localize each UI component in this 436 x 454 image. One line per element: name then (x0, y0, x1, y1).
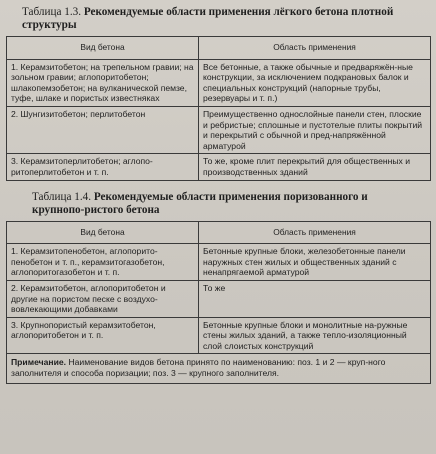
cell-type: 1. Керамзитопенобетон, аглопорито-пенобетон и т. п., керамзитогазобетон, аглопоритогазобетон и т. п. (7, 244, 199, 281)
table-1-3 (6, 36, 431, 181)
cell-area: Все бетонные, а также обычные и предваряжён-ные конструкции, за исключением подкрановых балок и специальных конструкций (напорные трубы, резервуары и т. п.) (199, 59, 431, 106)
table-row (7, 317, 431, 354)
column-header-area: Область применения (199, 37, 431, 60)
column-header-type: Вид бетона (7, 37, 199, 60)
table-header-row (7, 37, 431, 60)
table-1-3-title: Рекомендуемые области применения лёгкого бетона плотной структуры (22, 6, 394, 31)
note-label: Примечание. (11, 357, 67, 368)
note-text: Наименование видов бетона принято по наименованию: поз. 1 и 2 — круп-ного заполнителя и способа поризации; поз. 3 — крупного заполнителя. (11, 357, 386, 379)
table-1-4-title: Рекомендуемые области применения поризованного и крупнопо-ристого бетона (32, 190, 368, 216)
table-row (7, 106, 431, 153)
table-1-3-number: Таблица 1.3. (22, 6, 82, 18)
column-header-type: Вид бетона (7, 221, 199, 244)
table-header-row (7, 221, 431, 244)
table-row (7, 280, 431, 317)
table-1-3-caption (22, 6, 430, 32)
cell-area: То же, кроме плит перекрытий для общественных и производственных зданий (199, 154, 431, 180)
cell-area: Бетонные крупные блоки и монолитные на-ружные стены жилых зданий, а также тепло-изоляционный слой слоистых конструкций (199, 317, 431, 354)
cell-type: 3. Крупнопористый керамзитобетон, аглопоритобетон и т. п. (7, 317, 199, 354)
table-1-4-caption (32, 191, 430, 217)
column-header-area: Область применения (199, 221, 431, 244)
cell-area: То же (199, 280, 431, 317)
table-row (7, 59, 431, 106)
cell-area: Преимущественно однослойные панели стен, плоские и ребристые; сплошные и пустотелые плиты покрытий и перекрытий с обычной и пред-напряжённой арматурой (199, 106, 431, 153)
table-note (7, 354, 431, 383)
cell-type: 2. Керамзитобетон, аглопоритобетон и другие на пористом песке с воздухо-вовлекающими добавками (7, 280, 199, 317)
cell-type: 2. Шунгизитобетон; перлитобетон (7, 106, 199, 153)
cell-type: 1. Керамзитобетон; на трепельном гравии; на зольном гравии; аглопоритобетон; шлакопемзобетон; на вулканической пемзе, туфе, шлаке и пористых известняках (7, 59, 199, 106)
table-row (7, 244, 431, 281)
table-row (7, 154, 431, 180)
table-1-4 (6, 221, 431, 384)
table-note-row (7, 354, 431, 383)
cell-type: 3. Керамзитоперлитобетон; аглопо-ритоперлитобетон и т. п. (7, 154, 199, 180)
cell-area: Бетонные крупные блоки, железобетонные панели наружных стен жилых и общественных зданий с ненапрягаемой арматурой (199, 244, 431, 281)
table-1-4-number: Таблица 1.4. (32, 190, 92, 203)
